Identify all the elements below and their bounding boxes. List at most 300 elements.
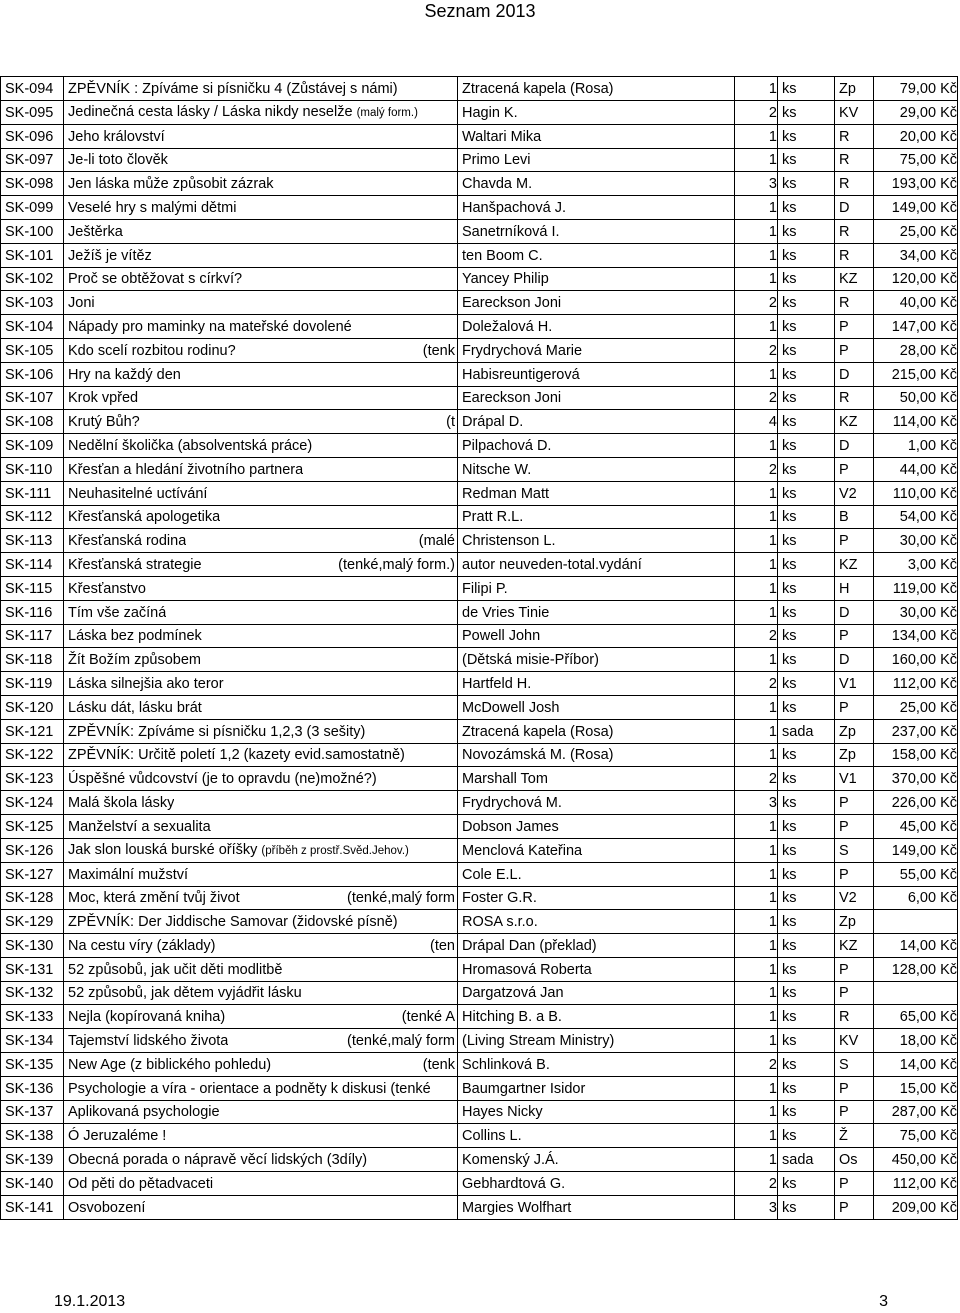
title-text: [68, 340, 236, 362]
table-row: [1, 1148, 958, 1172]
title-wrap: [68, 792, 457, 814]
title-text: [68, 578, 146, 600]
price-cell: 226,00 Kč: [874, 791, 958, 815]
table-row: [1, 100, 958, 124]
unit-cell: ks: [778, 791, 835, 815]
unit-cell: sada: [778, 1148, 835, 1172]
author-cell: Frydrychová M.: [458, 791, 735, 815]
category-cell: P: [835, 529, 874, 553]
title-main: Láska silnejšia ako teror: [68, 675, 224, 692]
table-row: [1, 505, 958, 529]
price-cell: 25,00 Kč: [874, 695, 958, 719]
table-row: [1, 838, 958, 862]
unit-cell: ks: [778, 315, 835, 339]
quantity-cell: 1: [735, 814, 778, 838]
price-cell: 112,00 Kč: [874, 1172, 958, 1196]
unit-cell: ks: [778, 600, 835, 624]
title-cell: [64, 315, 458, 339]
code-cell: SK-118: [1, 648, 64, 672]
author-cell: Margies Wolfhart: [458, 1195, 735, 1219]
title-main: Osvobození: [68, 1199, 146, 1216]
code-cell: SK-095: [1, 100, 64, 124]
quantity-cell: 1: [735, 267, 778, 291]
title-cell: [64, 77, 458, 101]
code-cell: SK-126: [1, 838, 64, 862]
code-cell: SK-127: [1, 862, 64, 886]
quantity-cell: 1: [735, 553, 778, 577]
category-cell: P: [835, 338, 874, 362]
code-cell: SK-122: [1, 743, 64, 767]
title-text: [68, 316, 352, 338]
quantity-cell: 1: [735, 481, 778, 505]
unit-cell: ks: [778, 219, 835, 243]
title-wrap: [68, 625, 457, 647]
title-cell: [64, 243, 458, 267]
table-row: [1, 434, 958, 458]
format-note: (tenk: [422, 1056, 455, 1073]
unit-cell: ks: [778, 481, 835, 505]
category-cell: KZ: [835, 553, 874, 577]
author-cell: autor neuveden-total.vydání: [458, 553, 735, 577]
title-cell: [64, 410, 458, 434]
code-cell: SK-112: [1, 505, 64, 529]
price-cell: 112,00 Kč: [874, 672, 958, 696]
title-main: Od pěti do pětadvaceti: [68, 1175, 214, 1192]
title-wrap: [68, 1197, 457, 1219]
title-main: Nápady pro maminky na mateřské dovolené: [68, 318, 352, 335]
price-cell: 18,00 Kč: [874, 1029, 958, 1053]
price-cell: 50,00 Kč: [874, 386, 958, 410]
price-cell: 215,00 Kč: [874, 362, 958, 386]
title-text: [68, 792, 174, 814]
code-cell: SK-111: [1, 481, 64, 505]
title-main: Úspěšné vůdcovství (je to opravdu (ne)možné?): [68, 771, 377, 788]
price-cell: 40,00 Kč: [874, 291, 958, 315]
title-main: Psychologie a víra - orientace a podněty k diskusi (tenké: [68, 1080, 431, 1097]
title-main: Křesťan a hledání životního partnera: [68, 461, 304, 478]
unit-cell: ks: [778, 576, 835, 600]
category-cell: KV: [835, 1029, 874, 1053]
price-cell: 65,00 Kč: [874, 1005, 958, 1029]
unit-cell: ks: [778, 1029, 835, 1053]
code-cell: SK-134: [1, 1029, 64, 1053]
price-cell: 14,00 Kč: [874, 934, 958, 958]
quantity-cell: 1: [735, 910, 778, 934]
title-wrap: [68, 1006, 457, 1028]
title-text: [68, 435, 312, 457]
title-text: [68, 1054, 271, 1076]
quantity-cell: 3: [735, 791, 778, 815]
title-wrap: [68, 982, 457, 1004]
title-cell: [64, 576, 458, 600]
quantity-cell: 1: [735, 1005, 778, 1029]
code-cell: SK-113: [1, 529, 64, 553]
title-wrap: [68, 1149, 457, 1171]
title-text: [68, 173, 274, 195]
title-cell: [64, 338, 458, 362]
code-cell: SK-094: [1, 77, 64, 101]
unit-cell: ks: [778, 1076, 835, 1100]
author-cell: Cole E.L.: [458, 862, 735, 886]
quantity-cell: 1: [735, 124, 778, 148]
unit-cell: sada: [778, 719, 835, 743]
price-cell: 25,00 Kč: [874, 219, 958, 243]
title-wrap: [68, 864, 457, 886]
table-row: [1, 148, 958, 172]
title-cell: [64, 767, 458, 791]
table-row: [1, 743, 958, 767]
title-wrap: [68, 887, 457, 909]
quantity-cell: 1: [735, 362, 778, 386]
category-cell: D: [835, 648, 874, 672]
category-cell: P: [835, 315, 874, 339]
title-main: Tajemství lidského života: [68, 1033, 229, 1050]
title-wrap: [68, 78, 457, 100]
quantity-cell: 1: [735, 1148, 778, 1172]
category-cell: R: [835, 1005, 874, 1029]
title-cell: [64, 529, 458, 553]
code-cell: SK-099: [1, 196, 64, 220]
title-text: [68, 411, 140, 433]
title-cell: [64, 1172, 458, 1196]
quantity-cell: 1: [735, 529, 778, 553]
category-cell: KZ: [835, 267, 874, 291]
title-wrap: [68, 935, 457, 957]
title-main: Je-li toto člověk: [68, 152, 168, 169]
category-cell: Zp: [835, 743, 874, 767]
title-wrap: [68, 268, 457, 290]
quantity-cell: 1: [735, 719, 778, 743]
title-cell: [64, 886, 458, 910]
table-row: [1, 719, 958, 743]
title-small-note: (malý form.): [356, 106, 418, 119]
title-text: [68, 506, 220, 528]
price-cell: 114,00 Kč: [874, 410, 958, 434]
author-cell: Ztracená kapela (Rosa): [458, 77, 735, 101]
title-text: [68, 292, 95, 314]
table-row: [1, 767, 958, 791]
code-cell: SK-136: [1, 1076, 64, 1100]
quantity-cell: 1: [735, 862, 778, 886]
unit-cell: ks: [778, 814, 835, 838]
category-cell: R: [835, 172, 874, 196]
category-cell: Zp: [835, 77, 874, 101]
author-cell: Marshall Tom: [458, 767, 735, 791]
quantity-cell: 1: [735, 743, 778, 767]
author-cell: Hayes Nicky: [458, 1100, 735, 1124]
author-cell: Eareckson Joni: [458, 386, 735, 410]
title-wrap: [68, 1030, 457, 1052]
title-wrap: [68, 221, 457, 243]
price-cell: 45,00 Kč: [874, 814, 958, 838]
title-main: Jedinečná cesta lásky / Láska nikdy neselže: [68, 103, 353, 120]
category-cell: R: [835, 386, 874, 410]
price-cell: 6,00 Kč: [874, 886, 958, 910]
author-cell: Pratt R.L.: [458, 505, 735, 529]
title-text: [68, 268, 242, 290]
title-cell: [64, 362, 458, 386]
title-main: Hry na každý den: [68, 366, 181, 383]
title-main: Aplikovaná psychologie: [68, 1104, 220, 1121]
author-cell: Drápal D.: [458, 410, 735, 434]
price-cell: 370,00 Kč: [874, 767, 958, 791]
author-cell: Chavda M.: [458, 172, 735, 196]
unit-cell: ks: [778, 362, 835, 386]
title-cell: [64, 957, 458, 981]
code-cell: SK-138: [1, 1124, 64, 1148]
table-row: [1, 457, 958, 481]
title-wrap: [68, 149, 457, 171]
category-cell: R: [835, 124, 874, 148]
quantity-cell: 3: [735, 1195, 778, 1219]
footer-date: 19.1.2013: [54, 1293, 126, 1310]
title-text: [68, 673, 224, 695]
category-cell: R: [835, 243, 874, 267]
unit-cell: ks: [778, 981, 835, 1005]
category-cell: V2: [835, 481, 874, 505]
author-cell: (Dětská misie-Příbor): [458, 648, 735, 672]
table-row: [1, 386, 958, 410]
title-main: Křesťanstvo: [68, 580, 146, 597]
code-cell: SK-121: [1, 719, 64, 743]
title-wrap: [68, 483, 457, 505]
title-cell: [64, 1100, 458, 1124]
title-cell: [64, 695, 458, 719]
category-cell: Os: [835, 1148, 874, 1172]
page-title: Seznam 2013: [424, 1, 536, 21]
format-note: (tenké,malý form: [347, 890, 455, 907]
price-cell: 30,00 Kč: [874, 529, 958, 553]
table-row: [1, 219, 958, 243]
title-wrap: [68, 530, 457, 552]
title-text: [68, 1149, 367, 1171]
title-text: [68, 1173, 213, 1195]
category-cell: Zp: [835, 910, 874, 934]
title-wrap: [68, 387, 457, 409]
title-text: [68, 1006, 225, 1028]
title-main: Veselé hry s malými dětmi: [68, 199, 237, 216]
title-text: [68, 959, 282, 981]
table-row: [1, 362, 958, 386]
code-cell: SK-133: [1, 1005, 64, 1029]
title-text: [68, 1197, 145, 1219]
title-cell: [64, 196, 458, 220]
unit-cell: ks: [778, 1053, 835, 1077]
code-cell: SK-130: [1, 934, 64, 958]
format-note: (ten: [430, 937, 455, 954]
category-cell: P: [835, 957, 874, 981]
unit-cell: ks: [778, 529, 835, 553]
title-wrap: [68, 578, 457, 600]
title-wrap: [68, 364, 457, 386]
title-small-note: (příběh z prostř.Svěd.Jehov.): [261, 844, 409, 857]
title-text: [68, 1030, 228, 1052]
format-note: (malé: [418, 533, 455, 550]
price-cell: 34,00 Kč: [874, 243, 958, 267]
category-cell: KZ: [835, 934, 874, 958]
table-row: [1, 1172, 958, 1196]
title-text: [68, 839, 409, 862]
title-text: [68, 101, 418, 124]
author-cell: Drápal Dan (překlad): [458, 934, 735, 958]
author-cell: ROSA s.r.o.: [458, 910, 735, 934]
author-cell: Komenský J.Á.: [458, 1148, 735, 1172]
code-cell: SK-137: [1, 1100, 64, 1124]
price-cell: 3,00 Kč: [874, 553, 958, 577]
table-row: [1, 910, 958, 934]
title-text: [68, 911, 398, 933]
code-cell: SK-115: [1, 576, 64, 600]
title-main: Proč se obtěžovat s církví?: [68, 271, 243, 288]
title-cell: [64, 100, 458, 124]
title-wrap: [68, 911, 457, 933]
price-cell: 79,00 Kč: [874, 77, 958, 101]
title-text: [68, 1101, 220, 1123]
table-row: [1, 196, 958, 220]
quantity-cell: 2: [735, 338, 778, 362]
title-main: Krutý Bůh?: [68, 414, 140, 431]
title-main: Nejla (kopírovaná kniha): [68, 1009, 226, 1026]
unit-cell: ks: [778, 386, 835, 410]
author-cell: Menclová Kateřina: [458, 838, 735, 862]
table-row: [1, 529, 958, 553]
book-list-body: [1, 77, 958, 1220]
code-cell: SK-096: [1, 124, 64, 148]
category-cell: P: [835, 814, 874, 838]
author-cell: Redman Matt: [458, 481, 735, 505]
author-cell: Doležalová H.: [458, 315, 735, 339]
title-text: [68, 744, 405, 766]
quantity-cell: 1: [735, 886, 778, 910]
price-cell: 147,00 Kč: [874, 315, 958, 339]
category-cell: P: [835, 1172, 874, 1196]
price-cell: 160,00 Kč: [874, 648, 958, 672]
title-text: [68, 554, 202, 576]
quantity-cell: 1: [735, 148, 778, 172]
title-main: Ještěrka: [68, 223, 123, 240]
title-main: Lásku dát, lásku brát: [68, 699, 202, 716]
title-text: [68, 1125, 166, 1147]
category-cell: S: [835, 1053, 874, 1077]
title-wrap: [68, 340, 457, 362]
unit-cell: ks: [778, 505, 835, 529]
author-cell: Nitsche W.: [458, 457, 735, 481]
title-cell: [64, 934, 458, 958]
author-cell: Waltari Mika: [458, 124, 735, 148]
title-wrap: [68, 768, 457, 790]
category-cell: Zp: [835, 719, 874, 743]
table-row: [1, 934, 958, 958]
title-text: [68, 197, 236, 219]
title-wrap: [68, 959, 457, 981]
unit-cell: ks: [778, 434, 835, 458]
title-main: Malá škola lásky: [68, 794, 175, 811]
title-main: Láska bez podmínek: [68, 628, 202, 645]
price-cell: 149,00 Kč: [874, 196, 958, 220]
code-cell: SK-135: [1, 1053, 64, 1077]
quantity-cell: 1: [735, 315, 778, 339]
table-row: [1, 576, 958, 600]
quantity-cell: 2: [735, 386, 778, 410]
price-cell: 158,00 Kč: [874, 743, 958, 767]
author-cell: Christenson L.: [458, 529, 735, 553]
author-cell: Eareckson Joni: [458, 291, 735, 315]
category-cell: R: [835, 219, 874, 243]
table-row: [1, 291, 958, 315]
quantity-cell: 2: [735, 1053, 778, 1077]
category-cell: P: [835, 791, 874, 815]
unit-cell: ks: [778, 196, 835, 220]
title-cell: [64, 719, 458, 743]
code-cell: SK-100: [1, 219, 64, 243]
category-cell: P: [835, 1195, 874, 1219]
title-cell: [64, 1005, 458, 1029]
title-wrap: [68, 697, 457, 719]
unit-cell: ks: [778, 648, 835, 672]
price-cell: 209,00 Kč: [874, 1195, 958, 1219]
price-cell: 110,00 Kč: [874, 481, 958, 505]
title-text: [68, 459, 303, 481]
title-main: Tím vše začíná: [68, 604, 167, 621]
author-cell: Yancey Philip: [458, 267, 735, 291]
title-text: [68, 602, 166, 624]
author-cell: Habisreuntigerová: [458, 362, 735, 386]
title-main: Křesťanská strategie: [68, 556, 202, 573]
title-text: [68, 126, 165, 148]
code-cell: SK-106: [1, 362, 64, 386]
title-wrap: [68, 839, 457, 862]
unit-cell: ks: [778, 267, 835, 291]
table-row: [1, 1100, 958, 1124]
title-text: [68, 935, 215, 957]
quantity-cell: 2: [735, 1172, 778, 1196]
title-text: [68, 697, 202, 719]
unit-cell: ks: [778, 1005, 835, 1029]
title-main: Maximální mužství: [68, 866, 189, 883]
title-cell: [64, 1029, 458, 1053]
quantity-cell: 2: [735, 100, 778, 124]
table-row: [1, 1195, 958, 1219]
unit-cell: ks: [778, 148, 835, 172]
table-row: [1, 695, 958, 719]
title-main: Krok vpřed: [68, 390, 139, 407]
table-row: [1, 267, 958, 291]
category-cell: R: [835, 148, 874, 172]
title-cell: [64, 434, 458, 458]
table-row: [1, 172, 958, 196]
quantity-cell: 2: [735, 767, 778, 791]
code-cell: SK-117: [1, 624, 64, 648]
table-row: [1, 1029, 958, 1053]
format-note: (tenké,malý form.): [338, 556, 455, 573]
title-wrap: [68, 649, 457, 671]
title-cell: [64, 505, 458, 529]
title-cell: [64, 743, 458, 767]
unit-cell: ks: [778, 1100, 835, 1124]
title-wrap: [68, 173, 457, 195]
unit-cell: ks: [778, 291, 835, 315]
quantity-cell: 1: [735, 1124, 778, 1148]
format-note: (tenk: [422, 342, 455, 359]
title-main: ZPĚVNÍK: Der Jiddische Samovar (židovské písně): [68, 914, 398, 931]
author-cell: Gebhardtová G.: [458, 1172, 735, 1196]
author-cell: Collins L.: [458, 1124, 735, 1148]
code-cell: SK-123: [1, 767, 64, 791]
author-cell: Dargatzová Jan: [458, 981, 735, 1005]
unit-cell: ks: [778, 910, 835, 934]
title-main: New Age (z biblického pohledu): [68, 1056, 272, 1073]
title-wrap: [68, 459, 457, 481]
